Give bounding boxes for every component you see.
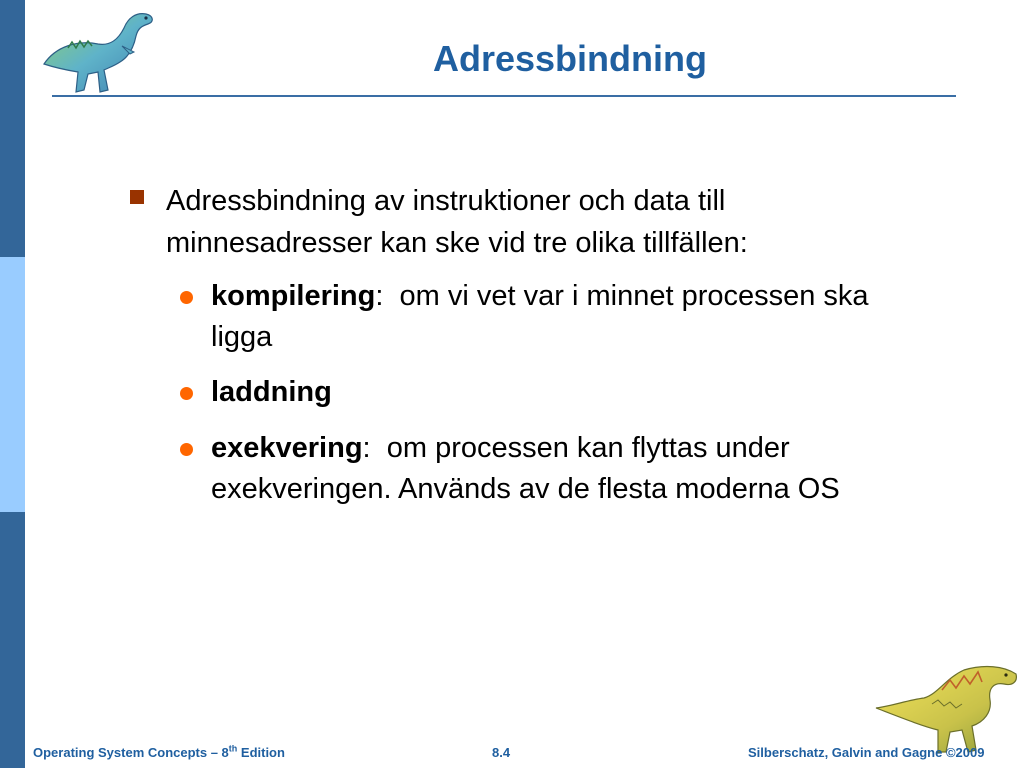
- footer-book-title: [33, 744, 285, 762]
- sub-bullet-separator: :: [375, 280, 384, 312]
- main-bullet-text: Adressbindning av instruktioner och data till minnesadresser kan ske vid tre olika tillfällen:: [166, 185, 748, 259]
- slide-title: Adressbindning: [432, 38, 707, 79]
- sub-bullet-term: exekvering: [211, 432, 363, 464]
- footer-authors: Silberschatz, Galvin and Gagne ©2009: [748, 745, 985, 760]
- sub-bullet-term: laddning: [211, 376, 332, 408]
- sub-bullet-term: kompilering: [211, 280, 376, 312]
- circle-bullet-icon: [180, 291, 193, 304]
- sub-bullet-kompilering: [211, 276, 911, 358]
- sub-bullet-exekvering: [211, 428, 911, 510]
- sub-bullet-description: om vi vet var i minnet processen ska ligga: [211, 280, 869, 353]
- circle-bullet-icon: [180, 443, 193, 456]
- sub-bullet-description: om processen kan flyttas under exekveringen. Används av de flesta moderna OS: [211, 432, 840, 505]
- footer-page-number: 8.4: [492, 745, 511, 760]
- footer-title-prefix: Operating System Concepts – 8: [33, 745, 229, 760]
- square-bullet-icon: [130, 190, 144, 204]
- circle-bullet-icon: [180, 387, 193, 400]
- sub-bullet-separator: :: [362, 432, 371, 464]
- footer-title-superscript: th: [228, 743, 238, 754]
- footer-title-suffix: Edition: [237, 745, 285, 760]
- sub-bullet-laddning: [211, 372, 911, 413]
